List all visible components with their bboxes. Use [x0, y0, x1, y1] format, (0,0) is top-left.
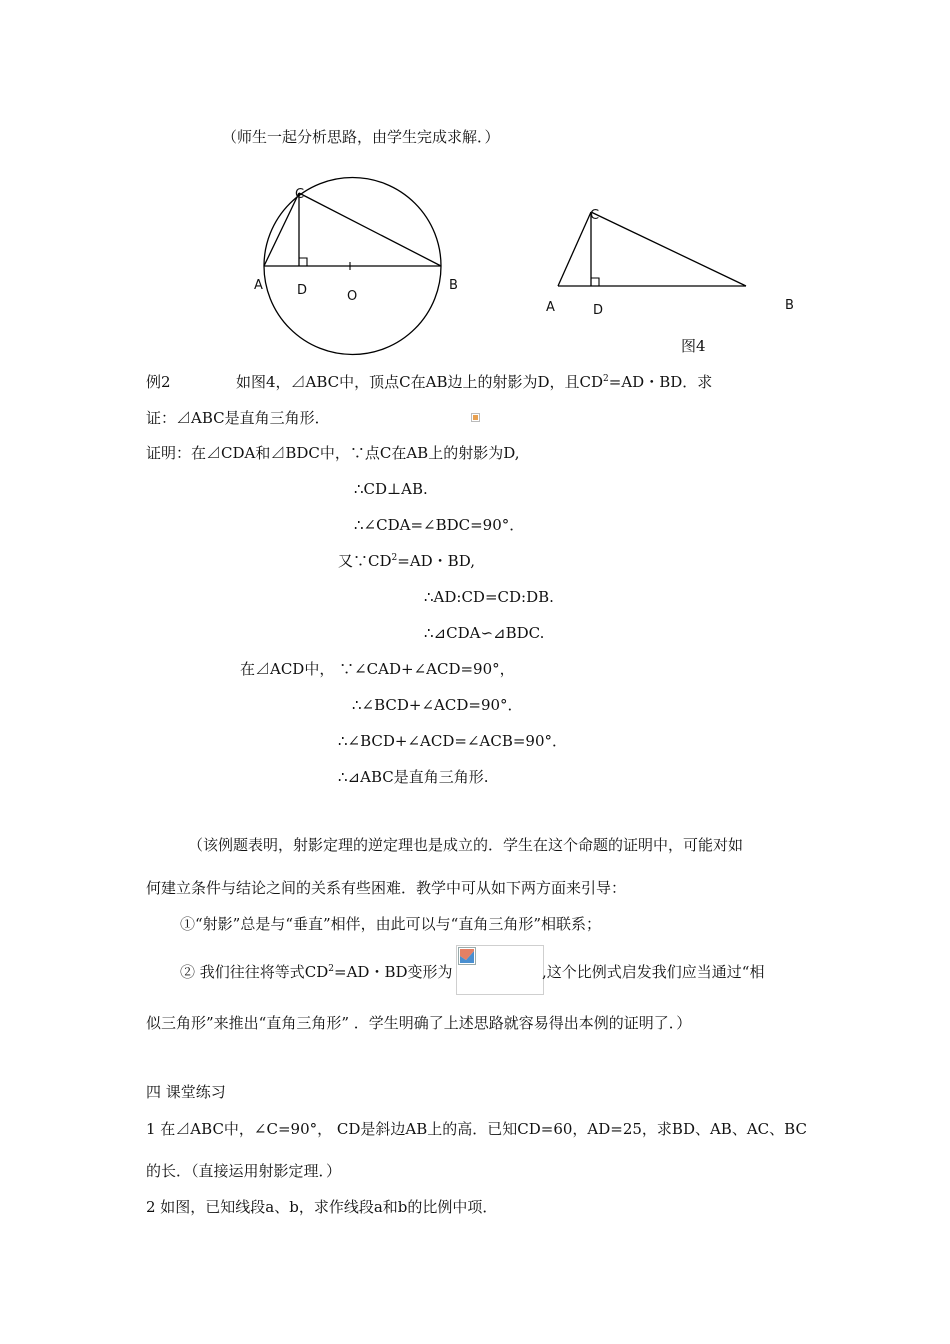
proportion-formula-image [456, 945, 544, 995]
label-d-left: D [297, 283, 308, 298]
proof-line-5: ∴AD:CD=CD:DB. [424, 588, 554, 606]
broken-image-icon [471, 413, 480, 422]
proof-line-10: ∴⊿ABC是直角三角形. [338, 768, 489, 786]
right-angle-mark [299, 258, 307, 266]
exercise-2: 2 如图，已知线段a、b，求作线段a和b的比例中项． [146, 1198, 498, 1216]
figure-circle-triangle [258, 172, 448, 362]
segment-ac [264, 193, 299, 266]
exercise-1-line-2: 的长．（直接运用射影定理．） [146, 1162, 342, 1180]
remark-line-2: 何建立条件与结论之间的关系有些困难．教学中可从如下两方面来引导： [146, 879, 627, 897]
label-d-right: D [593, 303, 604, 318]
proof-line-3: ∴∠CDA=∠BDC=90°． [354, 516, 525, 534]
section-heading: 四 课堂练习 [146, 1083, 226, 1101]
remark-line-last: 似三角形”来推出“直角三角形” ．学生明确了上述思路就容易得出本例的证明了．） [146, 1014, 692, 1032]
remark-point-2-tail: ,这个比例式启发我们应当通过“相 [542, 963, 765, 981]
example-statement-sup: 2 [603, 374, 609, 384]
remark-point-2-lead [180, 962, 453, 982]
right-angle-mark [591, 278, 599, 286]
remark-point-1: ①“射影”总是与“垂直”相伴，由此可以与“直角三角形”相联系； [180, 915, 602, 933]
remark-point-2-part2: =AD・BD变形为 [334, 963, 453, 981]
side-ac [558, 212, 591, 286]
remark-line-1: （该例题表明，射影定理的逆定理也是成立的．学生在这个命题的证明中，可能对如 [188, 836, 744, 854]
intro-note: （师生一起分析思路，由学生完成求解．） [222, 128, 500, 146]
proof-line-8: ∴∠BCD+∠ACD=90°． [352, 696, 523, 714]
proof-line-2: ∴CD⊥AB. [354, 480, 428, 498]
exercise-1-line-1: 1 在⊿ABC中，∠C=90°， CD是斜边AB上的高．已知CD=60，AD=25，求BD、AB、AC、BC [146, 1120, 807, 1138]
example-statement-line2: 证：⊿ABC是直角三角形． [146, 409, 330, 427]
label-b-left: B [449, 278, 458, 293]
label-a-left: A [254, 278, 263, 293]
example-statement-part1: 如图4，⊿ABC中，顶点C在AB边上的射影为D，且CD [236, 373, 604, 391]
example-label: 例2 [146, 373, 171, 391]
proof-line-1: 证明：在⊿CDA和⊿BDC中，∵点C在AB上的射影为D, [146, 444, 520, 462]
remark-point-2-part1: ② 我们往往将等式CD [180, 963, 329, 981]
proof-line-4 [338, 551, 475, 571]
label-c-left: C [295, 187, 305, 202]
example-statement [236, 372, 712, 392]
proof-line-6: ∴⊿CDA∽⊿BDC. [424, 624, 545, 642]
proof-line-4-part2: =AD・BD, [397, 552, 475, 570]
label-b-right: B [785, 298, 794, 313]
figure-caption: 图4 [681, 337, 706, 355]
proof-line-4-sup: 2 [391, 553, 398, 563]
side-cb [591, 212, 746, 286]
label-c-right: C [590, 208, 600, 223]
figure-triangle [555, 210, 755, 290]
segment-cb [299, 193, 441, 266]
broken-image-icon [458, 947, 476, 965]
proof-line-7: 在⊿ACD中， ∵∠CAD+∠ACD=90°， [240, 660, 515, 678]
label-a-right: A [546, 300, 555, 315]
remark-point-2-sup: 2 [328, 964, 335, 974]
example-statement-part2: =AD・BD．求 [608, 373, 713, 391]
label-o-left: O [347, 289, 358, 304]
proof-line-4-part1: 又∵CD [338, 552, 392, 570]
proof-line-9: ∴∠BCD+∠ACD=∠ACB=90°． [338, 732, 568, 750]
